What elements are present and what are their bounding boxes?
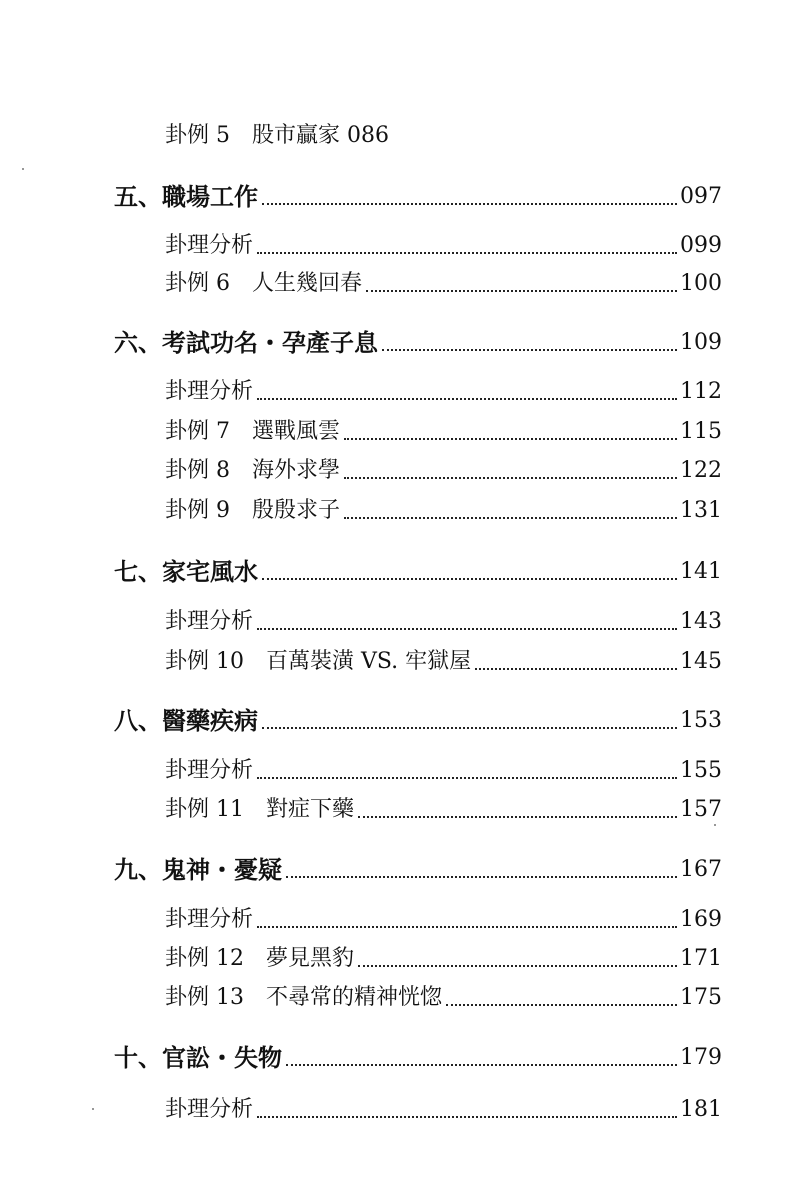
scan-speck [92,1108,94,1110]
entry-label: 卦理分析 [165,233,254,258]
dot-leader [286,1064,677,1066]
page-number: 122 [680,458,722,483]
toc-entry [165,494,722,528]
entry-label: 卦理分析 [165,758,254,783]
page-number: 109 [680,330,722,355]
page-number: 112 [680,379,722,404]
toc-entry [165,119,389,153]
toc-entry [165,942,722,976]
page-number: 171 [680,946,722,971]
page-number: 141 [680,559,722,584]
dot-leader [257,777,677,779]
dot-leader [382,349,677,351]
dot-leader [475,668,677,670]
toc-entry [165,454,722,488]
dot-leader [344,517,677,519]
entry-title: 不尋常的精神恍惚 [266,985,443,1010]
dot-leader [344,438,677,440]
toc-entry [165,415,722,449]
entry-label: 卦理分析 [165,907,254,932]
dot-leader [262,578,677,580]
entry-title: 股市贏家 [252,123,341,148]
entry-label: 卦理分析 [165,609,254,634]
entry-label: 卦理分析 [165,1097,254,1122]
page-number: 175 [680,985,722,1010]
page-number: 157 [680,797,722,822]
entry-title: 殷殷求子 [252,498,341,523]
entry-label: 卦例 8 [165,458,230,483]
toc-entry [165,754,722,788]
toc-entry [165,605,722,639]
entry-title: 對症下藥 [266,797,355,822]
page-number: 100 [680,271,722,296]
section-label: 十、官訟・失物 [114,1043,282,1072]
entry-title: 選戰風雲 [252,419,341,444]
toc-section-heading [114,180,722,214]
page-number: 086 [347,123,390,148]
toc-entry [165,793,722,827]
entry-label: 卦理分析 [165,379,254,404]
dot-leader [257,252,677,254]
scan-speck [22,168,24,170]
toc-entry [165,267,722,301]
dot-leader [358,965,677,967]
entry-title: 人生幾回春 [252,271,363,296]
dot-leader [446,1004,677,1006]
dot-leader [257,1116,677,1118]
entry-label: 卦例 11 [165,797,244,822]
entry-title: 夢見黑豹 [266,946,355,971]
entry-title: 海外求學 [252,458,341,483]
dot-leader [257,926,677,928]
page-number: 181 [680,1097,722,1122]
page-number: 097 [680,184,722,209]
page-number: 143 [680,609,722,634]
toc-entry [165,1093,722,1127]
page-number: 153 [680,708,722,733]
toc-entry [165,375,722,409]
entry-label: 卦例 10 [165,649,244,674]
toc-section-heading [114,704,722,738]
toc-entry [165,981,722,1015]
section-label: 九、鬼神・憂疑 [114,855,282,884]
page-number: 167 [680,857,722,882]
entry-label: 卦例 13 [165,985,244,1010]
page-number: 179 [680,1045,722,1070]
dot-leader [358,816,677,818]
dot-leader [257,628,677,630]
entry-label: 卦例 9 [165,498,230,523]
dot-leader [344,477,677,479]
page-number: 115 [680,419,722,444]
dot-leader [262,727,677,729]
page-number: 155 [680,758,722,783]
toc-section-heading [114,326,722,360]
page-number: 131 [680,498,722,523]
toc-section-heading [114,555,722,589]
entry-label: 卦例 7 [165,419,230,444]
entry-label: 卦例 12 [165,946,244,971]
page-number: 145 [680,649,722,674]
dot-leader [286,876,677,878]
scan-speck [714,824,716,826]
page-number: 099 [680,233,722,258]
toc-entry [165,903,722,937]
toc-section-heading [114,853,722,887]
dot-leader [257,398,677,400]
section-label: 六、考試功名・孕產子息 [114,328,378,357]
entry-label: 卦例 6 [165,271,230,296]
toc-entry [165,645,722,679]
toc-section-heading [114,1041,722,1075]
page-number: 169 [680,907,722,932]
entry-label: 卦例 5 [165,123,230,148]
dot-leader [262,203,677,205]
section-label: 五、職場工作 [114,182,258,211]
dot-leader [366,290,677,292]
section-label: 八、醫藥疾病 [114,706,258,735]
entry-title: 百萬裝潢 VS. 牢獄屋 [266,649,472,674]
section-label: 七、家宅風水 [114,557,258,586]
toc-entry [165,229,722,263]
